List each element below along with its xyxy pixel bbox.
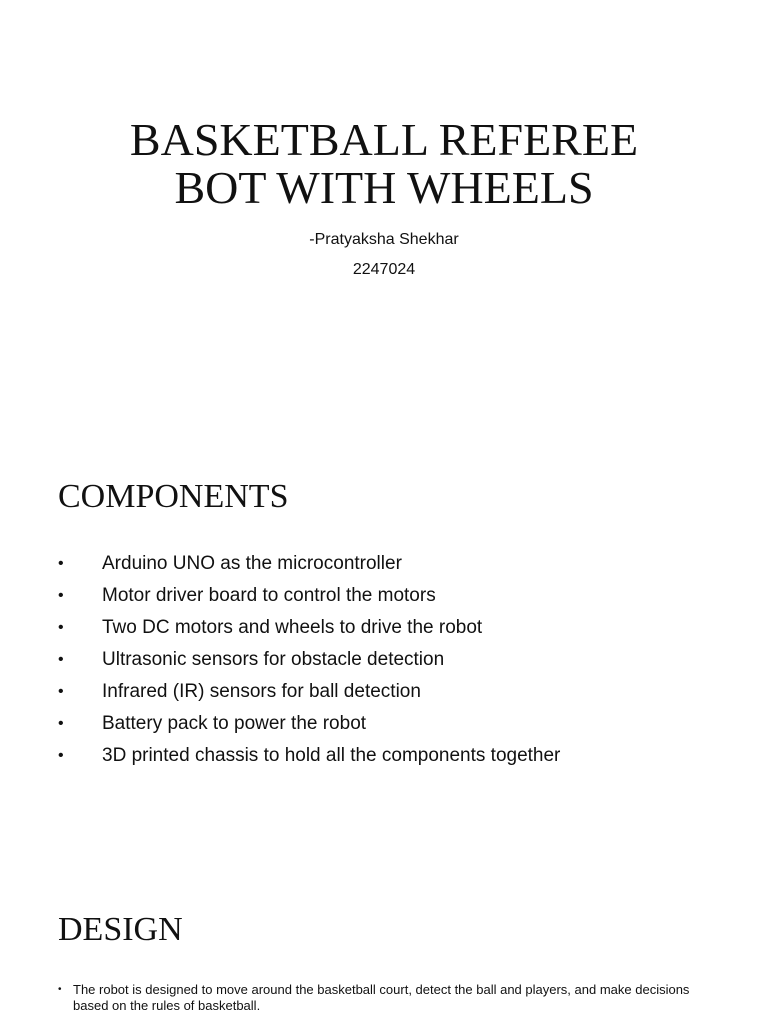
design-heading: DESIGN: [58, 911, 183, 948]
list-item-text: 3D printed chassis to hold all the components together: [102, 745, 561, 766]
title-slide: [0, 0, 768, 440]
bullet-icon: •: [58, 683, 64, 700]
bullet-icon: •: [58, 555, 64, 572]
design-list: [58, 982, 718, 1014]
roll-number: 2247024: [352, 261, 416, 278]
bullet-icon: •: [58, 587, 64, 604]
list-item-text: Two DC motors and wheels to drive the robot: [102, 617, 483, 638]
bullet-icon: •: [58, 651, 64, 668]
list-item-text: The robot is designed to move around the basketball court, detect the ball and players, and make decisions based on the rules of basketball.: [73, 982, 690, 1013]
bullet-icon: •: [58, 747, 64, 764]
components-slide: [0, 440, 768, 860]
title-line-2: BOT WITH WHEELS: [174, 162, 594, 213]
list-item-text: Motor driver board to control the motors: [102, 585, 436, 606]
list-item: [58, 982, 718, 1014]
list-item-text: Arduino UNO as the microcontroller: [102, 553, 402, 574]
bullet-icon: •: [58, 984, 62, 995]
author-name: -Pratyaksha Shekhar: [309, 231, 459, 248]
design-slide: [0, 860, 768, 1024]
bullet-icon: •: [58, 715, 64, 732]
list-item-text: Infrared (IR) sensors for ball detection: [102, 681, 421, 702]
presentation-title: [0, 116, 768, 212]
list-item-text: Battery pack to power the robot: [102, 713, 367, 734]
title-line-1: BASKETBALL REFEREE: [129, 114, 639, 165]
bullet-icon: •: [58, 619, 64, 636]
components-heading: COMPONENTS: [58, 478, 289, 515]
list-item-text: Ultrasonic sensors for obstacle detection: [102, 649, 445, 670]
